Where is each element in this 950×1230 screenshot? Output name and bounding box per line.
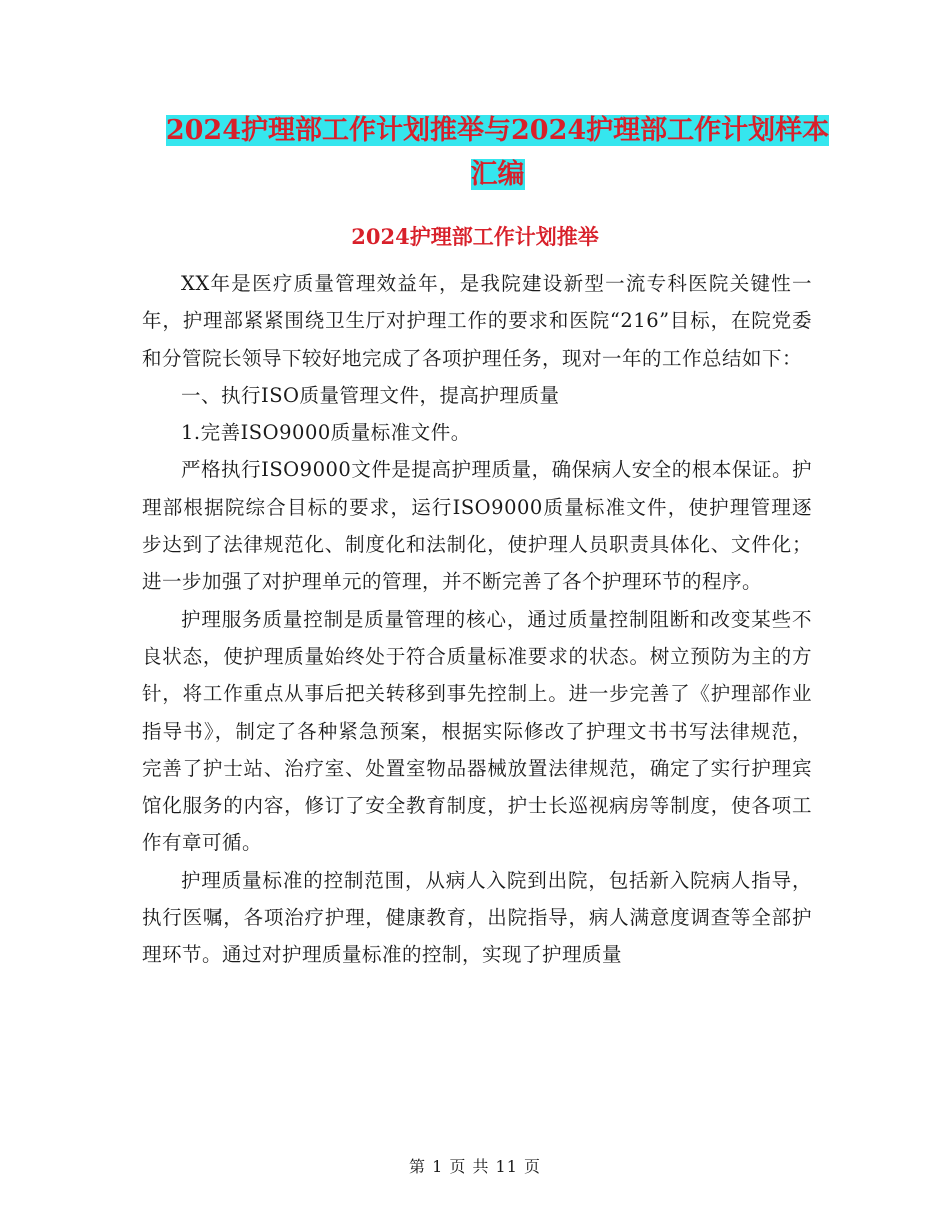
- paragraph: 1.完善ISO9000质量标准文件。: [181, 421, 471, 445]
- section-title: 2024护理部工作计划推举: [351, 224, 599, 249]
- paragraph: XX年是医疗质量管理效益年，是我院建设新型一流专科医院关键性一年，护理部紧紧围绕卫生厅对护理工作的要求和医院“216”目标，在院党委和分管院长领导下较好地完成了各项护理任务，现对一年的工作总结如下：: [142, 272, 812, 370]
- paragraph: 严格执行ISO9000文件是提高护理质量，确保病人安全的根本保证。护理部根据院综合目标的要求，运行ISO9000质量标准文件，使护理管理逐步达到了法律规范化、制度化和法制化，使护理人员职责具体化、文件化；进一步加强了对护理单元的管理，并不断完善了各个护理环节的程序。: [142, 458, 812, 594]
- document-title-line-2: [100, 155, 895, 195]
- paragraph: 护理服务质量控制是质量管理的核心，通过质量控制阻断和改变某些不良状态，使护理质量始终处于符合质量标准要求的状态。树立预防为主的方针，将工作重点从事后把关转移到事先控制上。进一步完善了《护理部作业指导书》，制定了各种紧急预案，根据实际修改了护理文书书写法律规范，完善了护士站、治疗室、处置室物品器械放置法律规范，确定了实行护理宾馆化服务的内容，修订了安全教育制度，护士长巡视病房等制度，使各项工作有章可循。: [142, 607, 812, 855]
- document-title-line-1: [100, 111, 895, 151]
- document-title-text-1: 2024护理部工作计划推举与2024护理部工作计划样本: [165, 115, 830, 146]
- document-body: [142, 265, 812, 974]
- paragraph: 护理质量标准的控制范围，从病人入院到出院，包括新入院病人指导，执行医嘱，各项治疗护理，健康教育，出院指导，病人满意度调查等全部护理环节。通过对护理质量标准的控制，实现了护理质量: [142, 868, 812, 967]
- document-title-text-2: 汇编: [470, 159, 525, 190]
- page-footer: 第 1 页 共 11 页: [409, 1157, 541, 1176]
- paragraph: 一、执行ISO质量管理文件，提高护理质量: [181, 383, 560, 407]
